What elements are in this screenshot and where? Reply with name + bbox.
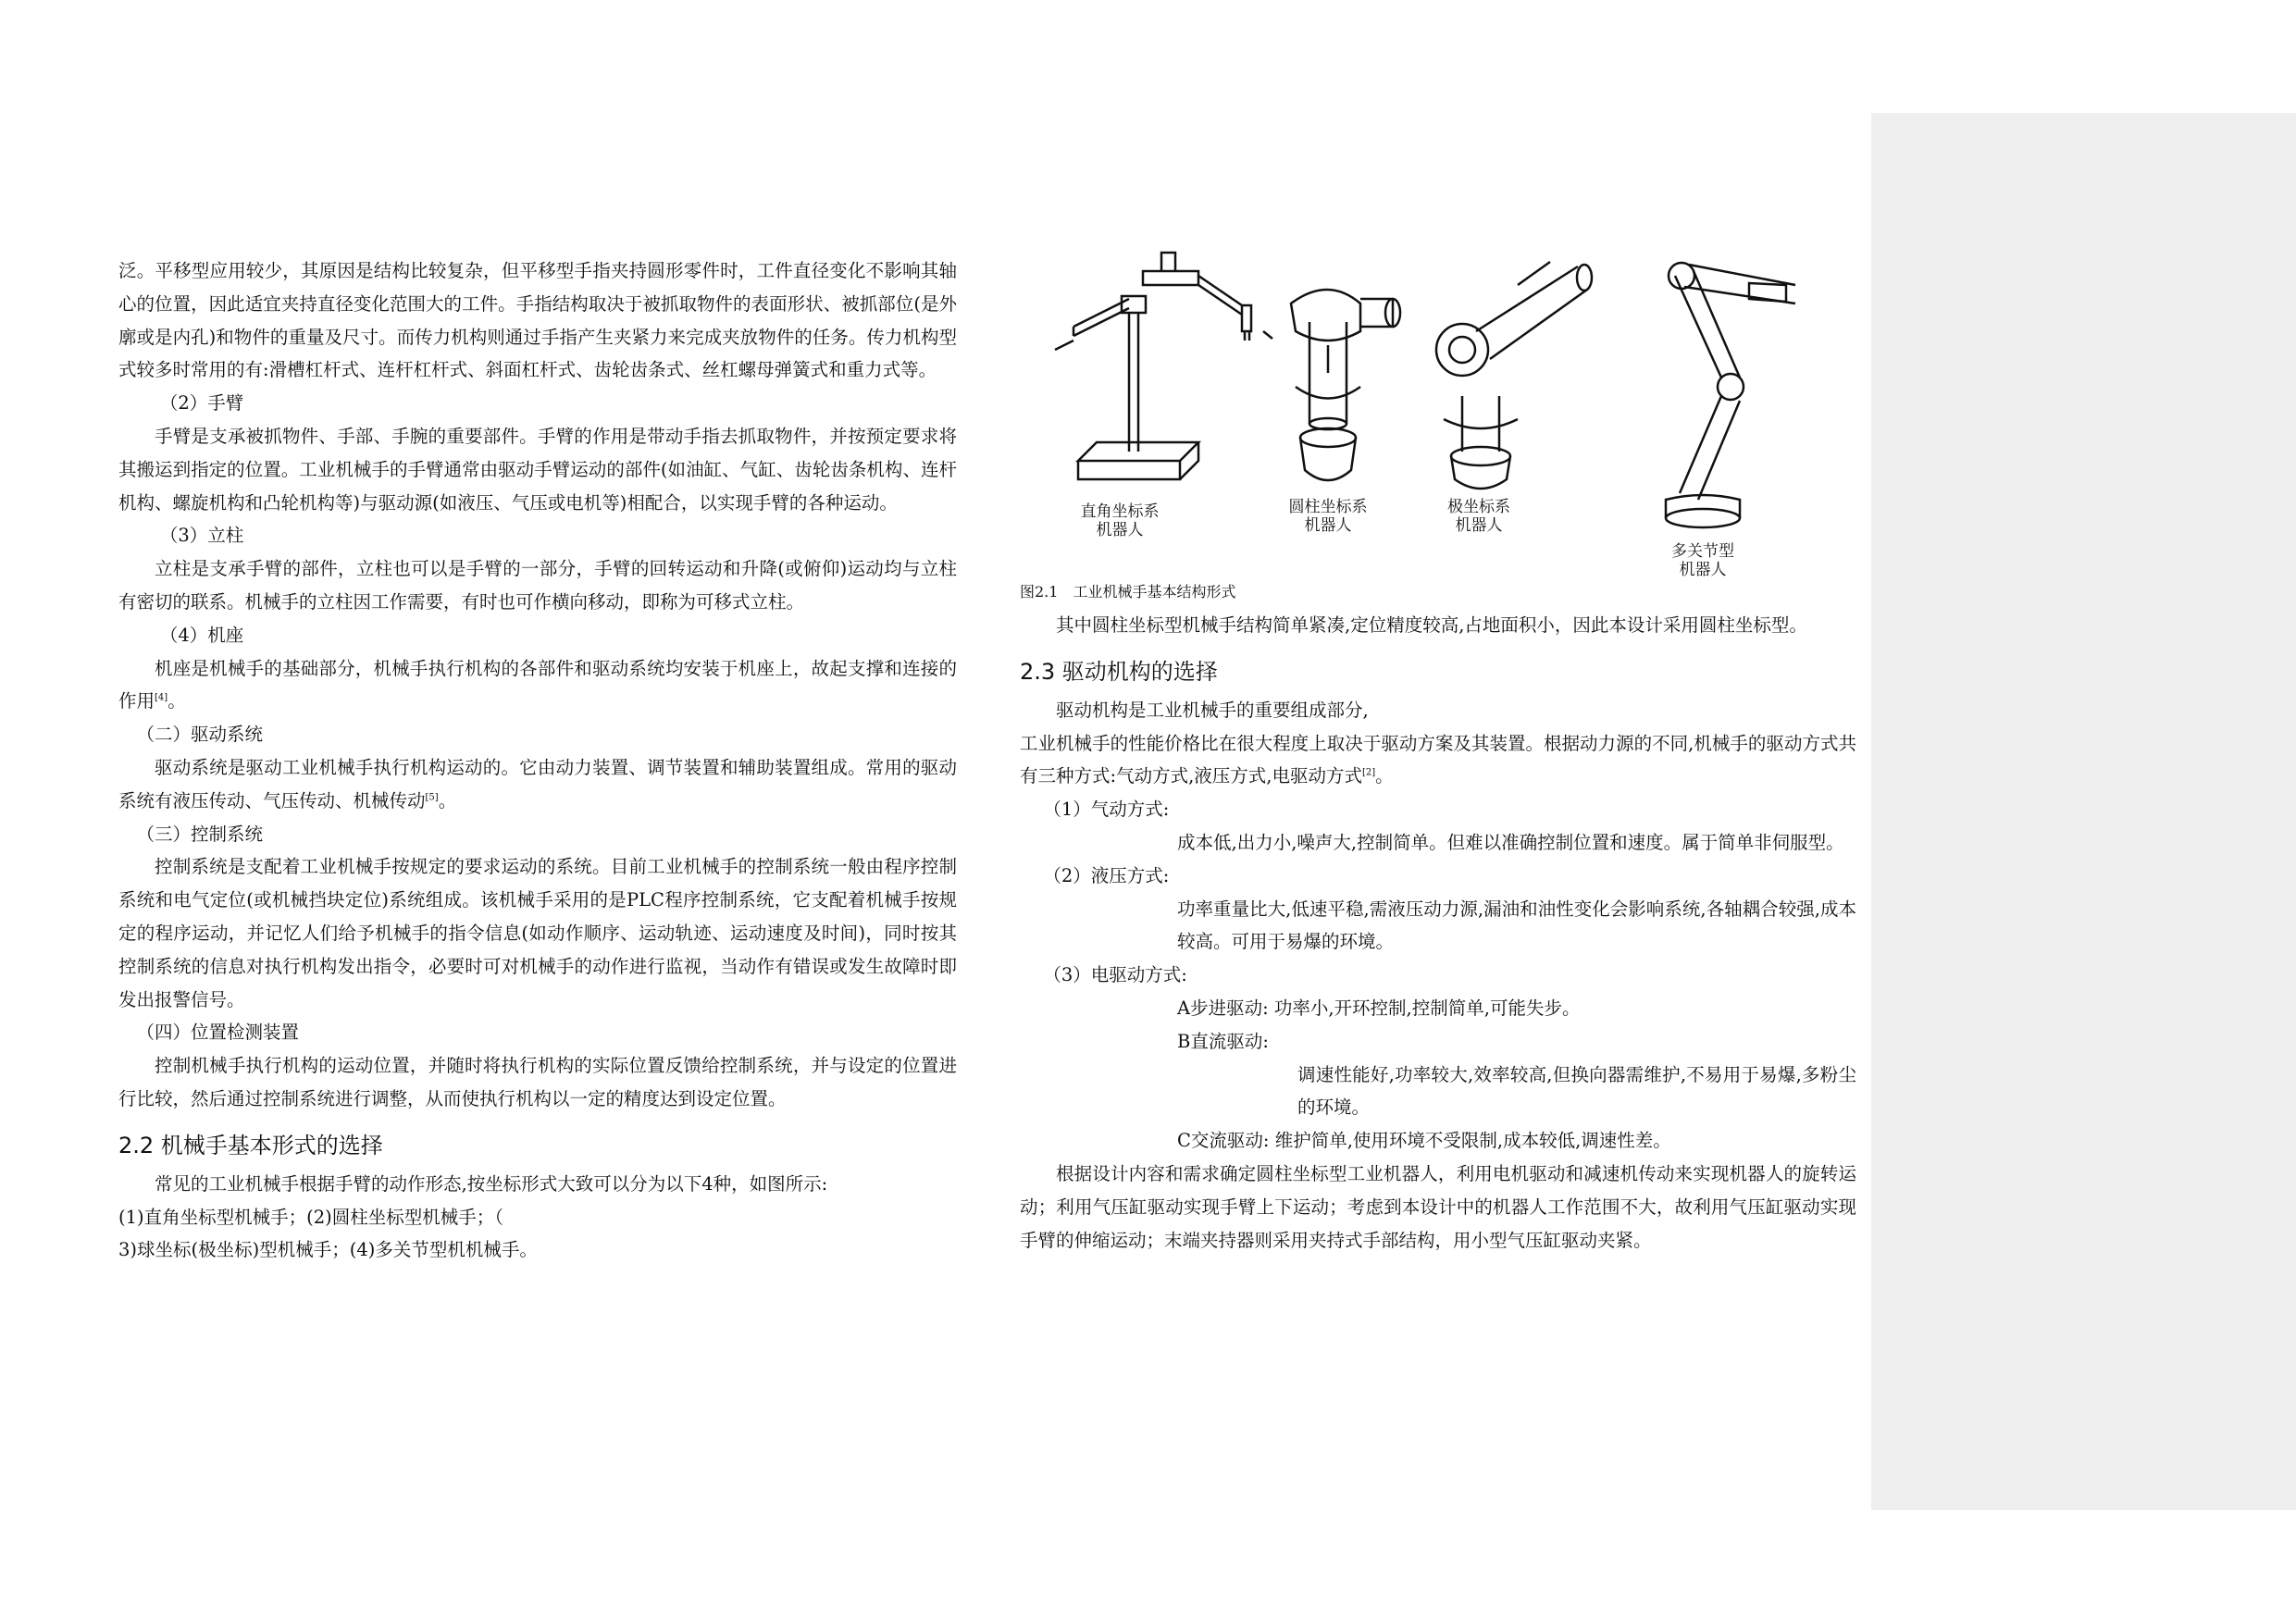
paragraph-2-3-b-text: 工业机械手的性能价格比在很大程度上取决于驱动方案及其装置。根据动力源的不同,机械手的驱动方式共有三种方式:气动方式,液压方式,电驱动方式 — [1020, 732, 1856, 787]
section-heading-2-2: 2.2 机械手基本形式的选择 — [118, 1132, 383, 1158]
paragraph-hydraulic: 功率重量比大,低速平稳,需液压动力源,漏油和油性变化会影响系统,各轴耦合较强,成本较高。可用于易爆的环境。 — [1177, 898, 1856, 953]
paragraph-design-choice: 其中圆柱坐标型机械手结构简单紧凑,定位精度较高,占地面积小，因此本设计采用圆柱坐标型。 — [1056, 614, 1807, 636]
figure-label-spherical-robot: 机器人 — [1455, 516, 1503, 535]
robot-types-illustration — [1036, 248, 1805, 581]
paragraph-control-system: 控制系统是支配着工业机械手按规定的要求运动的系统。目前工业机械手的控制系统一般由程序控制系统和电气定位(或机械挡块定位)系统组成。该机械手采用的是PLC程序控制系统，它支配着机械手按规定的程序运动，并记忆人们给予机械手的指令信息(如动作顺序、运动轨迹、运动速度及时间)，同时按其控制系统的信息对执行机构发出指令，必要时可对机械手的动作进行监视，当动作有错误或发生故障时即发出报警信号。 — [118, 856, 957, 1010]
heading-pneumatic: （1）气动方式: — [1043, 799, 1170, 821]
robot-types-figure — [1036, 248, 1805, 581]
paragraph-position-detection: 控制机械手执行机构的运动位置，并随时将执行机构的实际位置反馈给控制系统，并与设定的位置进行比较，然后通过控制系统进行调整，从而使执行机构以一定的精度达到设定位置。 — [118, 1055, 957, 1109]
paragraph-drive-system — [118, 751, 957, 818]
paragraph-drive-end: 。 — [438, 789, 457, 812]
heading-drive-system: （二）驱动系统 — [136, 724, 264, 746]
paragraph-2-3-a: 驱动机构是工业机械手的重要组成部分, — [1056, 699, 1369, 721]
citation-2: [2] — [1361, 767, 1376, 778]
left-column — [118, 254, 957, 1267]
paragraph-ac-drive: C交流驱动: 维护简单,使用环境不受限制,成本较低,调速性差。 — [1177, 1130, 1671, 1152]
paragraph-2-3-b-end: 。 — [1375, 765, 1394, 787]
paragraph-pneumatic: 成本低,出力小,噪声大,控制简单。但难以准确控制位置和速度。属于简单非伺服型。 — [1177, 831, 1844, 853]
cartesian-robot-drawing — [1055, 253, 1272, 479]
side-panel — [1871, 113, 2296, 1510]
figure-label-cartesian-robot: 机器人 — [1096, 521, 1144, 539]
figure-label-spherical: 极坐标系 — [1447, 498, 1510, 516]
heading-column: （3）立柱 — [159, 525, 244, 547]
figure-label-cylindrical: 圆柱坐标系 — [1288, 498, 1368, 516]
figure-label-articulated: 多关节型 — [1671, 542, 1734, 561]
figure-label-cylindrical-robot: 机器人 — [1304, 516, 1352, 535]
paragraph-final-design: 根据设计内容和需求确定圆柱坐标型工业机器人，利用电机驱动和减速机传动来实现机器人的旋转运动；利用气压缸驱动实现手臂上下运动；考虑到本设计中的机器人工作范围不大，故利用气压缸驱动实现手臂的伸缩运动；末端夹持器则采用夹持式手部结构，用小型气压缸驱动夹紧。 — [1020, 1162, 1856, 1251]
heading-hydraulic: （2）液压方式: — [1043, 864, 1170, 886]
paragraph-drive-text: 驱动系统是驱动工业机械手执行机构运动的。它由动力装置、调节装置和辅助装置组成。常用的驱动系统有液压传动、气压传动、机械传动 — [118, 756, 957, 812]
figure-label-articulated-robot: 机器人 — [1679, 561, 1727, 579]
heading-base: （4）机座 — [159, 624, 244, 646]
citation-5: [5] — [425, 792, 439, 803]
heading-control-system: （三）控制系统 — [136, 823, 264, 845]
paragraph-base-text: 机座是机械手的基础部分，机械手执行机构的各部件和驱动系统均安装于机座上，故起支撑和连接的作用 — [118, 657, 957, 712]
paragraph-base — [118, 652, 957, 719]
paragraph-stepper-drive: A步进驱动: 功率小,开环控制,控制简单,可能失步。 — [1177, 997, 1581, 1019]
paragraph-finger-structure: 泛。平移型应用较少，其原因是结构比较复杂，但平移型手指夹持圆形零件时，工件直径变化不影响其轴心的位置，因此适宜夹持直径变化范围大的工件。手指结构取决于被抓取物件的表面形状、被抓部位(是外廓或是内孔)和物件的重量及尺寸。而传力机构则通过手指产生夹紧力来完成夹放物件的任务。传力机构型式较多时常用的有:滑槽杠杆式、连杆杠杆式、斜面杠杆式、齿轮齿条式、丝杠螺母弹簧式和重力式等。 — [118, 260, 957, 381]
paragraph-dc-drive: 调速性能好,功率较大,效率较高,但换向器需维护,不易用于易爆,多粉尘的环境。 — [1297, 1063, 1856, 1119]
heading-dc-drive: B直流驱动: — [1177, 1030, 1269, 1052]
heading-electric: （3）电驱动方式: — [1043, 964, 1187, 986]
citation-4: [4] — [155, 692, 168, 703]
paragraph-column: 立柱是支承手臂的部件，立柱也可以是手臂的一部分，手臂的回转运动和升降(或俯仰)运动均与立柱有密切的联系。机械手的立柱因工作需要，有时也可作横向移动，即称为可移式立柱。 — [118, 558, 957, 613]
paragraph-2-2: 常见的工业机械手根据手臂的动作形态,按坐标形式大致可以分为以下4种，如图所示: — [155, 1172, 828, 1195]
heading-arm: （2）手臂 — [159, 392, 244, 415]
paragraph-2-3-b — [1020, 727, 1856, 794]
section-heading-2-3: 2.3 驱动机构的选择 — [1020, 658, 1218, 685]
cylindrical-robot-drawing — [1291, 290, 1400, 480]
paragraph-base-end: 。 — [168, 690, 186, 712]
paragraph-arm: 手臂是支承被抓物件、手部、手腕的重要部件。手臂的作用是带动手指去抓取物件，并按预定要求将其搬运到指定的位置。工业机械手的手臂通常由驱动手臂运动的部件(如油缸、气缸、齿轮齿条机构、连杆机构、螺旋机构和凸轮机构等)与驱动源(如液压、气压或电机等)相配合，以实现手臂的各种运动。 — [118, 425, 957, 514]
list-line-1: (1)直角坐标型机械手；(2)圆柱坐标型机械手；（ — [118, 1206, 503, 1228]
spherical-robot-drawing — [1436, 262, 1592, 489]
articulated-robot-drawing — [1666, 263, 1805, 527]
list-line-2: 3)球坐标(极坐标)型机械手；(4)多关节型机机械手。 — [118, 1239, 538, 1261]
figure-label-cartesian: 直角坐标系 — [1080, 502, 1160, 521]
right-column — [1020, 609, 1856, 1257]
figure-caption: 图2.1 工业机械手基本结构形式 — [1020, 583, 1236, 601]
heading-position-detection: （四）位置检测装置 — [136, 1022, 300, 1044]
